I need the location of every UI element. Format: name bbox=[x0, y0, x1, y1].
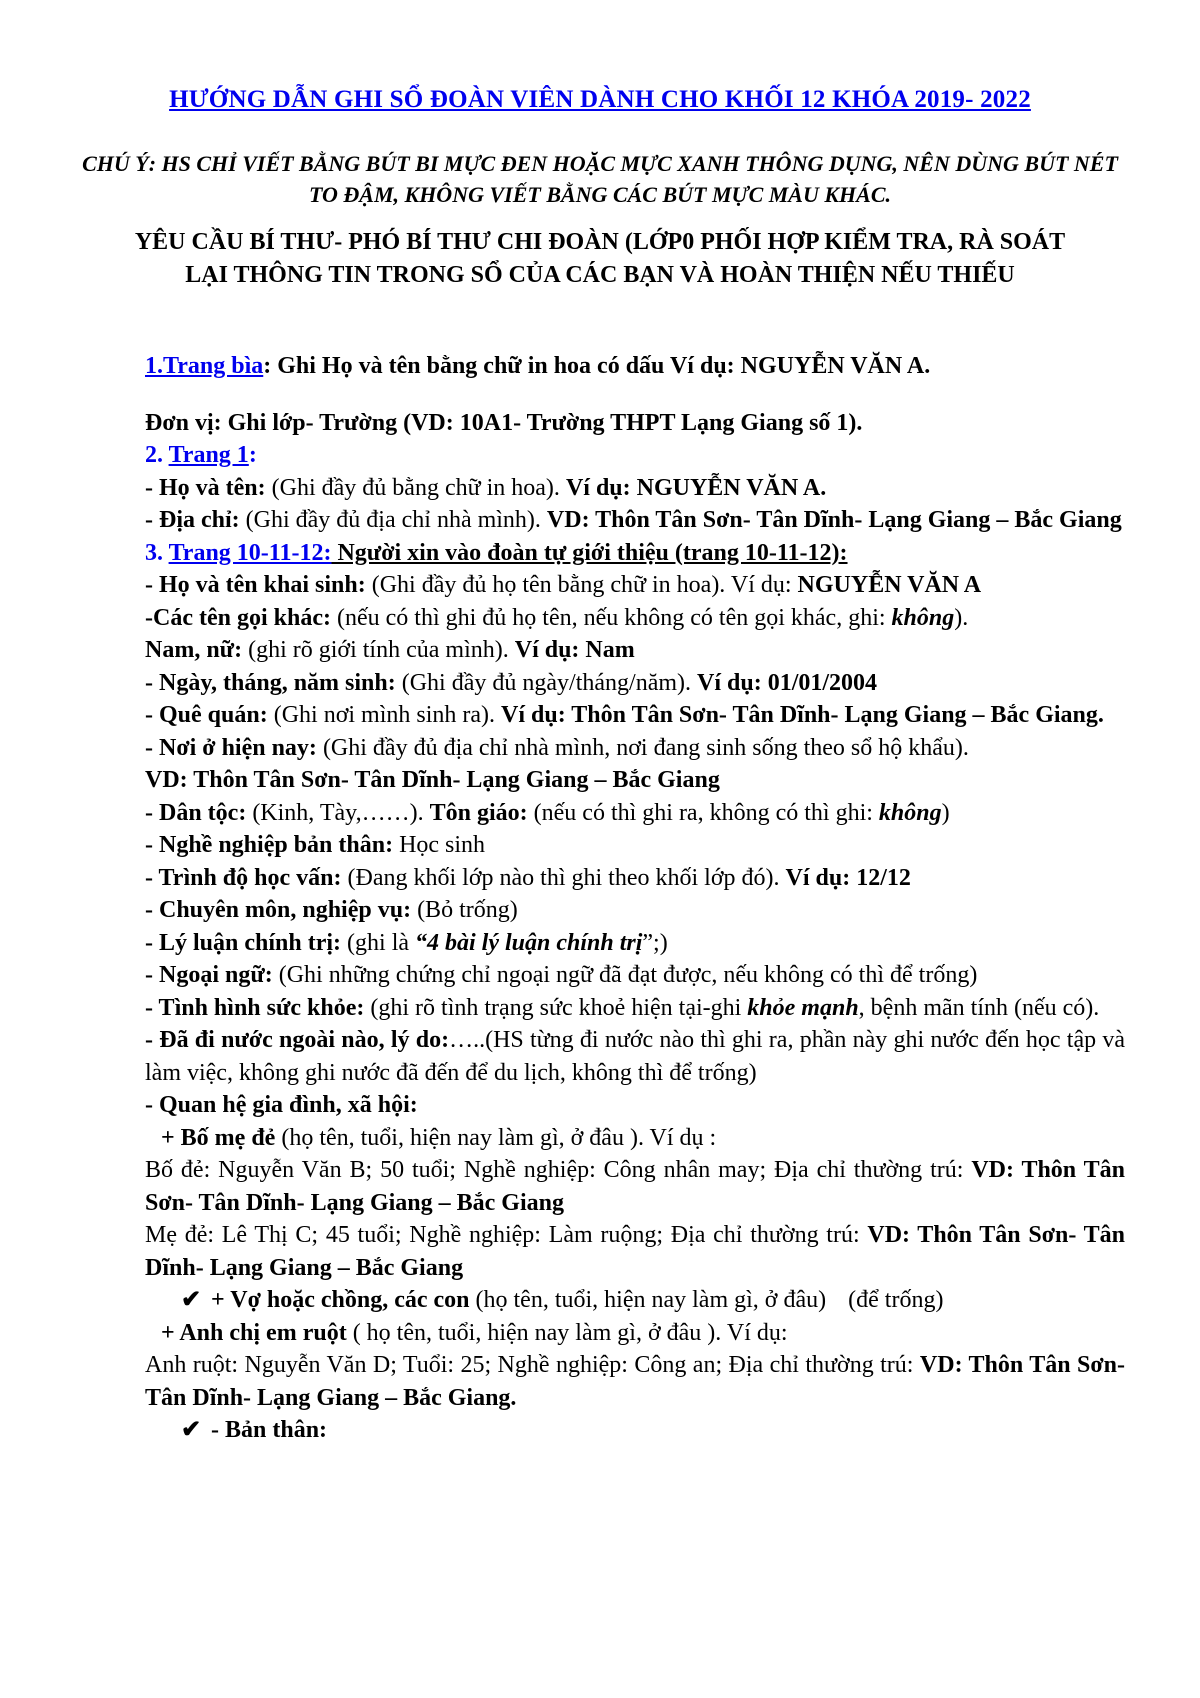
list-item: - Tình hình sức khỏe: (ghi rõ tình trạng sức khoẻ hiện tại-ghi khỏe mạnh, bệnh mãn tính (nếu có). bbox=[145, 994, 1100, 1021]
page10-12-link[interactable]: Trang 10-11-12: bbox=[168, 539, 332, 566]
list-item: Mẹ đẻ: Lê Thị C; 45 tuổi; Nghề nghiệp: Làm ruộng; Địa chỉ thường trú: VD: Thôn Tân Sơn- Tân Dĩnh- Lạng Giang – Bắc Giang bbox=[145, 1222, 1126, 1281]
section-page10-12: 3. Trang 10-11-12: Người xin vào đoàn tự giới thiệu (trang 10-11-12): bbox=[145, 539, 848, 566]
list-item: - Nơi ở hiện nay: (Ghi đầy đủ địa chỉ nhà mình, nơi đang sinh sống theo sổ hộ khẩu). bbox=[145, 734, 969, 761]
unit-line: Đơn vị: Ghi lớp- Trường (VD: 10A1- Trường THPT Lạng Giang số 1). bbox=[145, 409, 863, 436]
list-item: + Anh chị em ruột ( họ tên, tuổi, hiện nay làm gì, ở đâu ). Ví dụ: bbox=[161, 1319, 788, 1346]
list-item: Anh ruột: Nguyễn Văn D; Tuổi: 25; Nghề nghiệp: Công an; Địa chỉ thường trú: VD: Thôn Tân Sơn- Tân Dĩnh- Lạng Giang – Bắc Giang. bbox=[145, 1352, 1125, 1411]
list-item: - Quan hệ gia đình, xã hội: bbox=[145, 1092, 418, 1118]
section-page1: 2. Trang 1: bbox=[145, 442, 257, 468]
list-item: - Họ và tên: (Ghi đầy đủ bằng chữ in hoa). Ví dụ: NGUYỄN VĂN A. bbox=[145, 474, 827, 501]
section-cover: 1.Trang bìa: Ghi Họ và tên bằng chữ in hoa có dấu Ví dụ: NGUYỄN VĂN A. bbox=[145, 353, 931, 379]
list-item: - Dân tộc: (Kinh, Tày,……). Tôn giáo: (nếu có thì ghi ra, không có thì ghi: không) bbox=[145, 799, 950, 826]
list-item: ✔ - Bản thân: bbox=[145, 1414, 1125, 1447]
cover-page-link[interactable]: 1.Trang bìa bbox=[145, 353, 264, 379]
document-body bbox=[145, 350, 1125, 1447]
list-item: - Ngày, tháng, năm sinh: (Ghi đầy đủ ngày/tháng/năm). Ví dụ: 01/01/2004 bbox=[145, 669, 878, 696]
list-item: - Họ và tên khai sinh: (Ghi đầy đủ họ tên bằng chữ in hoa). Ví dụ: NGUYỄN VĂN A bbox=[145, 572, 982, 598]
list-item: -Các tên gọi khác: (nếu có thì ghi đủ họ tên, nếu không có tên gọi khác, ghi: không). bbox=[145, 604, 969, 631]
list-item: - Nghề nghiệp bản thân: Học sinh bbox=[145, 832, 486, 858]
list-item: - Chuyên môn, nghiệp vụ: (Bỏ trống) bbox=[145, 897, 518, 923]
list-item: Bố đẻ: Nguyễn Văn B; 50 tuổi; Nghề nghiệp: Công nhân may; Địa chỉ thường trú: VD: Thôn Tân Sơn- Tân Dĩnh- Lạng Giang – Bắc Giang bbox=[145, 1157, 1125, 1216]
check-mark-icon: ✔ bbox=[181, 1417, 202, 1443]
document-title: HƯỚNG DẪN GHI SỔ ĐOÀN VIÊN DÀNH CHO KHỐI 12 KHÓA 2019- 2022 bbox=[169, 86, 1031, 113]
list-item: + Bố mẹ đẻ (họ tên, tuổi, hiện nay làm gì, ở đâu ). Ví dụ : bbox=[161, 1124, 717, 1151]
check-mark-icon: ✔ bbox=[181, 1287, 202, 1313]
list-item: Nam, nữ: (ghi rõ giới tính của mình). Ví dụ: Nam bbox=[145, 637, 635, 663]
list-item: - Lý luận chính trị: (ghi là “4 bài lý luận chính trị”;) bbox=[145, 929, 668, 956]
list-item: - Quê quán: (Ghi nơi mình sinh ra). Ví dụ: Thôn Tân Sơn- Tân Dĩnh- Lạng Giang – Bắc Giang. bbox=[145, 702, 1104, 728]
list-item: - Ngoại ngữ: (Ghi những chứng chỉ ngoại ngữ đã đạt được, nếu không có thì để trống) bbox=[145, 962, 978, 988]
writing-note: CHÚ Ý: HS CHỈ VIẾT BẰNG BÚT BI MỰC ĐEN HOẶC MỰC XANH THÔNG DỤNG, NÊN DÙNG BÚT NÉT TO ĐẬM, KHÔNG VIẾT BẰNG CÁC BÚT MỰC MÀU KHÁC. bbox=[82, 151, 1118, 207]
requirement-heading: YÊU CẦU BÍ THƯ- PHÓ BÍ THƯ CHI ĐOÀN (LỚP0 PHỐI HỢP KIỂM TRA, RÀ SOÁT LẠI THÔNG TIN TRONG SỔ CỦA CÁC BẠN VÀ HOÀN THIỆN NẾU THIẾU bbox=[134, 229, 1066, 288]
list-item: - Trình độ học vấn: (Đang khối lớp nào thì ghi theo khối lớp đó). Ví dụ: 12/12 bbox=[145, 864, 911, 891]
page1-link[interactable]: Trang 1 bbox=[168, 442, 249, 468]
list-item: - Địa chỉ: (Ghi đầy đủ địa chỉ nhà mình). VD: Thôn Tân Sơn- Tân Dĩnh- Lạng Giang – Bắc Giang bbox=[145, 507, 1122, 533]
list-item: VD: Thôn Tân Sơn- Tân Dĩnh- Lạng Giang – Bắc Giang bbox=[145, 767, 720, 793]
list-item: - Đã đi nước ngoài nào, lý do:…..(HS từng đi nước nào thì ghi ra, phần này ghi nước đến học tập và làm việc, không ghi nước đã đến để du lịch, không thì để trống) bbox=[145, 1027, 1125, 1086]
list-item: ✔ + Vợ hoặc chồng, các con (họ tên, tuổi, hiện nay làm gì, ở đâu) (để trống) bbox=[145, 1284, 1125, 1317]
